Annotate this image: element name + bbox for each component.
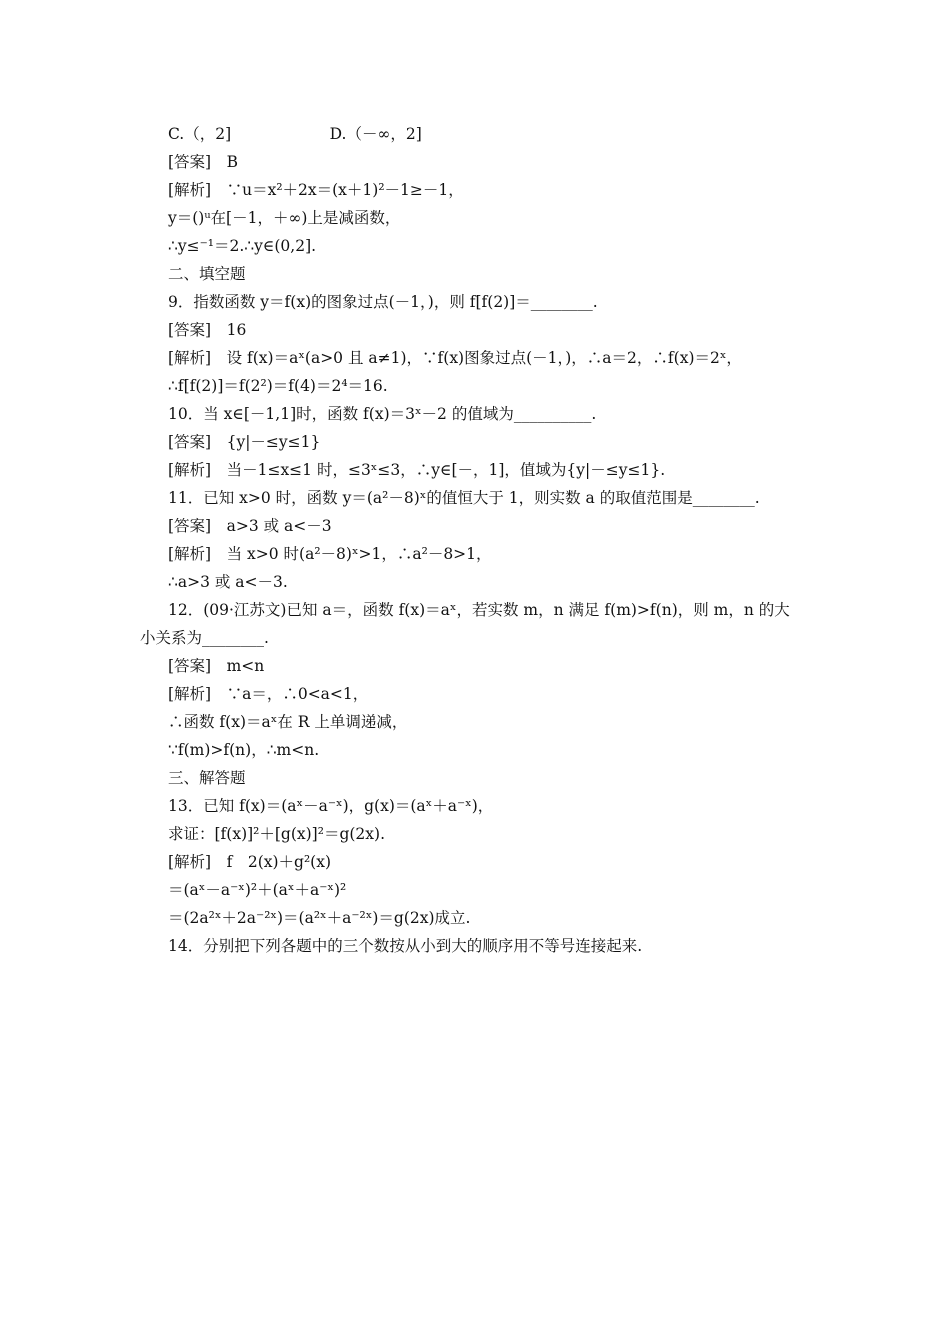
question-line: 13．已知 f(x)＝(aˣ－a⁻ˣ)，g(x)＝(aˣ＋a⁻ˣ)， (168, 797, 494, 815)
option-line-cd: C.（，2] D.（－∞，2] (168, 125, 422, 143)
text-line: ∴f[f(2)]＝f(2²)＝f(4)＝2⁴＝16. (168, 377, 388, 395)
section-heading: 三、解答题 (168, 769, 246, 787)
answer-line: [答案] {y|－≤y≤1} (168, 433, 321, 451)
text-line: ＝(2a²ˣ＋2a⁻²ˣ)＝(a²ˣ＋a⁻²ˣ)＝g(2x)成立. (168, 909, 471, 927)
question-line: 12．(09·江苏文)已知 a＝，函数 f(x)＝aˣ，若实数 m，n 满足 f(m)>f(n)，则 m，n 的大 (168, 601, 790, 619)
analysis-line: [解析] 设 f(x)＝aˣ(a>0 且 a≠1)，∵f(x)图象过点(－1，)，∴a＝2，∴f(x)＝2ˣ， (168, 349, 742, 367)
text-line: ∵f(m)>f(n)，∴m<n. (168, 741, 320, 759)
text-line: ∴a>3 或 a<－3. (168, 573, 288, 591)
answer-line: [答案] B (168, 153, 238, 171)
analysis-line: [解析] 当 x>0 时(a²－8)ˣ>1，∴a²－8>1， (168, 545, 492, 563)
text-line: ∴函数 f(x)＝aˣ在 R 上单调递减， (168, 713, 408, 731)
analysis-line: [解析] 当－1≤x≤1 时，≤3ˣ≤3，∴y∈[－，1]，值域为{y|－≤y≤1}. (168, 461, 666, 479)
analysis-line: [解析] ∵a＝，∴0<a<1， (168, 685, 369, 703)
text-line: 求证：[f(x)]²＋[g(x)]²＝g(2x). (168, 825, 385, 843)
answer-line: [答案] a>3 或 a<－3 (168, 517, 332, 535)
answer-line: [答案] 16 (168, 321, 247, 339)
question-line: 10．当 x∈[－1,1]时，函数 f(x)＝3ˣ－2 的值域为__________. (168, 405, 597, 423)
question-line: 9．指数函数 y＝f(x)的图象过点(－1，)，则 f[f(2)]＝________. (168, 293, 598, 311)
text-line: ∴y≤⁻¹＝2.∴y∈(0,2]. (168, 237, 317, 255)
analysis-line: [解析] f 2(x)＋g²(x) (168, 853, 332, 871)
analysis-line: [解析] ∵u＝x²＋2x＝(x＋1)²－1≥－1， (168, 181, 464, 199)
text-line: y＝()ᵘ在[－1，＋∞)上是减函数， (168, 209, 401, 227)
text-line: ＝(aˣ－a⁻ˣ)²＋(aˣ＋a⁻ˣ)² (168, 881, 347, 899)
question-line-continued: 小关系为________. (140, 629, 269, 647)
section-heading: 二、填空题 (168, 265, 246, 283)
answer-line: [答案] m<n (168, 657, 265, 675)
question-line: 11．已知 x>0 时，函数 y＝(a²－8)ˣ的值恒大于 1，则实数 a 的取值范围是________. (168, 489, 760, 507)
question-line: 14．分别把下列各题中的三个数按从小到大的顺序用不等号连接起来. (168, 937, 643, 955)
